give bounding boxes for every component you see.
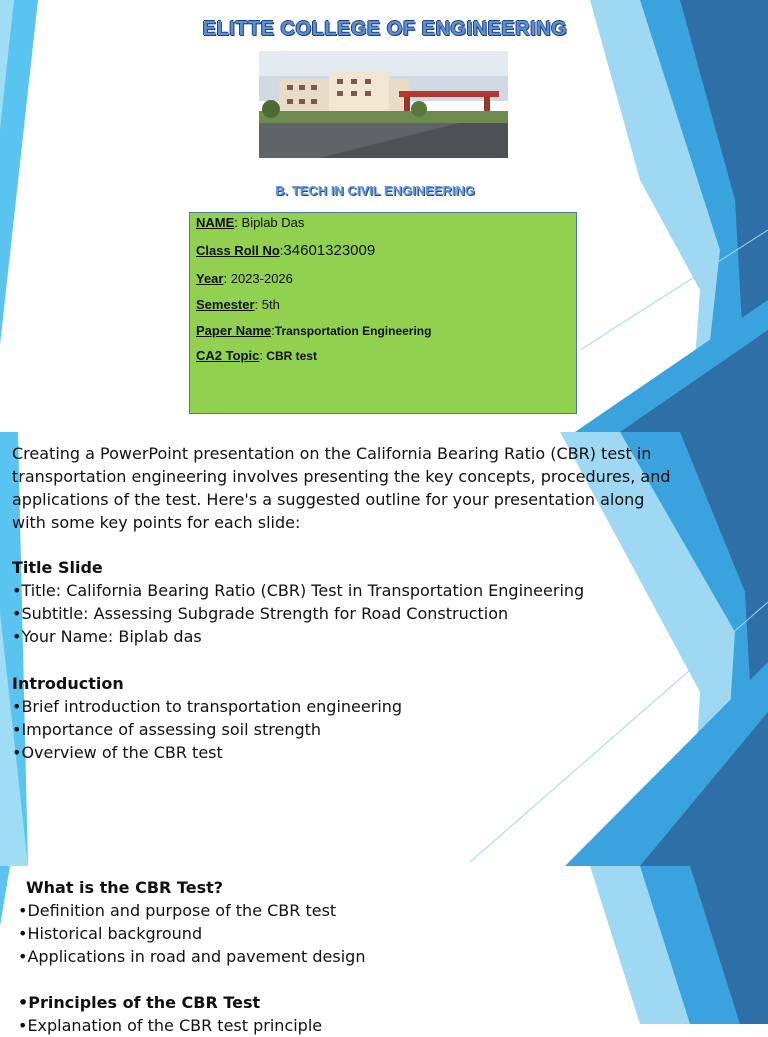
info-label: Paper Name — [196, 323, 272, 338]
section-heading: •Principles of the CBR Test — [18, 993, 261, 1012]
slide-3-text — [18, 876, 365, 1037]
bullet-item: •Definition and purpose of the CBR test — [18, 901, 337, 920]
section-heading: Title Slide — [12, 558, 103, 577]
info-row-roll: Class Roll No:34601323009 — [196, 242, 376, 259]
bullet-item: •Overview of the CBR test — [12, 743, 223, 762]
info-label: Semester — [196, 297, 255, 312]
info-label: Year — [196, 271, 224, 286]
bullet-item: •Your Name: Biplab das — [12, 627, 202, 646]
bullet-item: •Applications in road and pavement design — [18, 947, 366, 966]
info-value: 34601323009 — [283, 242, 376, 259]
slide-1 — [0, 0, 768, 432]
info-value: Biplab Das — [237, 215, 305, 230]
info-row-semester: Semester: 5th — [196, 297, 280, 312]
info-label: Class Roll No — [196, 243, 280, 258]
bullet-item: •Subtitle: Assessing Subgrade Strength for Road Construction — [12, 604, 509, 623]
intro-line: with some key points for each slide: — [12, 513, 301, 532]
info-row-topic: CA2 Topic: CBR test — [196, 348, 317, 363]
bullet-item: •Title: California Bearing Ratio (CBR) Test in Transportation Engineering — [12, 581, 585, 600]
section-heading: Introduction — [12, 674, 124, 693]
slide-2 — [0, 432, 768, 866]
college-photo — [259, 51, 508, 158]
info-value: Transportation Engineering — [274, 324, 432, 338]
info-label: NAME — [196, 215, 235, 230]
bullet-item: •Explanation of the CBR test principle — [18, 1016, 323, 1035]
section-heading: What is the CBR Test? — [26, 878, 224, 897]
bullet-item: •Importance of assessing soil strength — [12, 720, 322, 739]
info-label: CA2 Topic — [196, 348, 260, 363]
info-value: 2023-2026 — [227, 271, 293, 286]
info-row-year: Year: 2023-2026 — [196, 271, 293, 286]
program-title: B. TECH IN CIVIL ENGINEERING — [275, 183, 475, 198]
slide-2-text — [12, 442, 671, 764]
intro-line: Creating a PowerPoint presentation on the California Bearing Ratio (CBR) test in — [12, 444, 652, 463]
info-row-name: NAME: Biplab Das — [196, 215, 305, 230]
info-value: 5th — [258, 297, 280, 312]
info-value: CBR test — [262, 349, 317, 363]
slide-3 — [0, 866, 768, 1035]
college-title: ELITTE COLLEGE OF ENGINEERING — [202, 18, 568, 40]
intro-line: applications of the test. Here's a suggested outline for your presentation along — [12, 490, 645, 509]
student-info-box — [189, 212, 577, 414]
intro-line: transportation engineering involves presenting the key concepts, procedures, and — [12, 467, 671, 486]
info-row-paper: Paper Name:Transportation Engineering — [196, 323, 432, 338]
bullet-item: •Historical background — [18, 924, 203, 943]
bullet-item: •Brief introduction to transportation engineering — [12, 697, 403, 716]
